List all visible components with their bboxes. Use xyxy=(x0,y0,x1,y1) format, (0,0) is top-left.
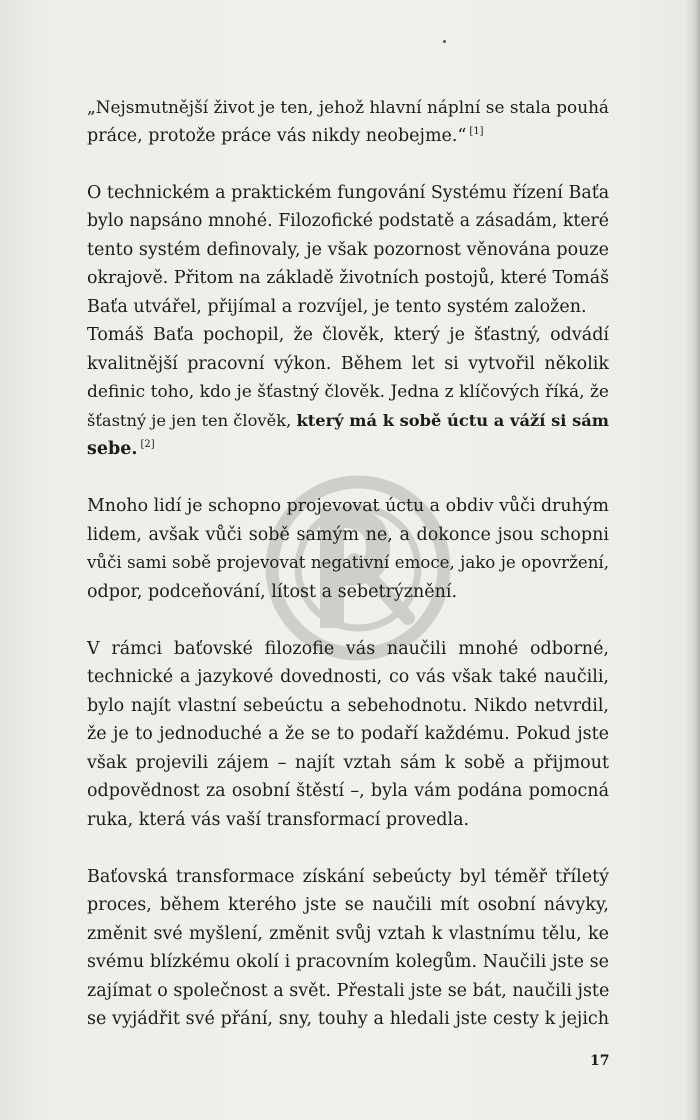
paragraph xyxy=(87,635,609,835)
text-line xyxy=(87,663,609,692)
text-run: ruka, která vás vaší transformací provedla. xyxy=(87,809,470,830)
text-run: O technickém a praktickém fungování Systému řízení Baťa xyxy=(87,182,610,203)
text-line xyxy=(87,435,609,464)
text-run: proces, během kterého jste se naučili mít osobní návyky, xyxy=(87,895,609,915)
text-line xyxy=(87,692,609,721)
text-line xyxy=(87,977,609,1006)
text-line xyxy=(87,492,609,521)
text-run: svému blízkému okolí i pracovním kolegům. Naučili jste se xyxy=(87,952,609,972)
text-run: okrajově. Přitom na základě životních postojů, které Tomáš xyxy=(87,268,610,288)
bold-text-run: který má k sobě úctu a váží si sám xyxy=(296,410,609,430)
text-run: odpor, podceňování, lítost a sebetrýznění. xyxy=(87,581,458,602)
text-line xyxy=(87,207,609,236)
footnote-ref: [2] xyxy=(140,439,155,451)
paragraph xyxy=(87,492,609,606)
text-run: bylo napsáno mnohé. Filozofické podstatě a zásadám, které xyxy=(87,211,609,231)
text-run: Tomáš Baťa pochopil, že člověk, který je šťastný, odvádí xyxy=(87,325,609,345)
text-line xyxy=(87,350,609,379)
text-line xyxy=(87,806,609,835)
text-run: bylo najít vlastní sebeúctu a sebehodnotu. Nikdo netvrdil, xyxy=(87,695,609,716)
paragraph xyxy=(87,863,609,1034)
text-run: šťastný je jen ten člověk, xyxy=(87,410,297,430)
text-line xyxy=(87,179,609,208)
text-run: práce, protože práce vás nikdy neobejme.“ xyxy=(87,125,467,146)
text-line xyxy=(87,749,609,778)
text-line xyxy=(87,321,609,350)
text-line xyxy=(87,549,609,578)
text-run: technické a jazykové dovednosti, co vás však také naučili, xyxy=(87,667,609,687)
paragraph xyxy=(87,179,609,464)
paragraph-quote xyxy=(87,93,609,150)
text-run: „Nejsmutnější život je ten, jehož hlavní náplní se stala pouhá xyxy=(87,97,609,117)
text-run: Baťa utvářel, přijímal a rozvíjel, je tento systém založen. xyxy=(87,296,587,317)
text-run: definic toho, kdo je šťastný člověk. Jedna z klíčových říká, že xyxy=(87,382,609,402)
bold-text-run: sebe. xyxy=(87,439,138,459)
text-line xyxy=(87,407,609,436)
text-run: tento systém definovaly, je však pozornost věnována pouze xyxy=(87,239,609,260)
text-line xyxy=(87,521,609,550)
text-line xyxy=(87,236,609,265)
text-line xyxy=(87,920,609,949)
footnote-ref: [1] xyxy=(469,125,484,137)
text-line xyxy=(87,578,609,607)
text-line xyxy=(87,777,609,806)
text-line xyxy=(87,93,609,122)
text-line xyxy=(87,378,609,407)
text-run: že je to jednoduché a že se to podaří každému. Pokud jste xyxy=(87,724,609,744)
text-line xyxy=(87,1005,609,1034)
text-line xyxy=(87,293,609,322)
text-line xyxy=(87,264,609,293)
text-line xyxy=(87,863,609,892)
page-edge-shadow xyxy=(686,0,700,1120)
page-number: 17 xyxy=(590,1053,610,1069)
text-run: však projevili zájem – najít vztah sám k sobě a přijmout xyxy=(87,752,609,773)
text-run: Baťovská transformace získání sebeúcty byl téměř tříletý xyxy=(87,866,609,887)
text-run: lidem, avšak vůči sobě samým ne, a dokonce jsou schopni xyxy=(87,524,609,545)
print-speck xyxy=(443,40,446,43)
text-run: změnit své myšlení, změnit svůj vztah k vlastnímu tělu, ke xyxy=(87,923,609,944)
text-run: odpovědnost za osobní štěstí –, byla vám podána pomocná xyxy=(87,781,609,801)
text-run: zajímat o společnost a svět. Přestali jste se bát, naučili jste xyxy=(87,980,610,1001)
text-line xyxy=(87,635,609,664)
text-run: vůči sami sobě projevovat negativní emoce, jako je opovržení, xyxy=(87,553,609,572)
text-line xyxy=(87,948,609,977)
text-run: se vyjádřit své přání, sny, touhy a hledali jste cesty k jejich xyxy=(87,1009,609,1029)
text-line xyxy=(87,720,609,749)
text-run: kvalitnější pracovní výkon. Během let si vytvořil několik xyxy=(87,353,609,374)
body-text xyxy=(87,93,609,1034)
text-line xyxy=(87,891,609,920)
text-run: Mnoho lidí je schopno projevovat úctu a obdiv vůči druhým xyxy=(87,496,609,516)
text-run: V rámci baťovské filozofie vás naučili mnohé odborné, xyxy=(87,638,609,659)
text-line xyxy=(87,122,609,151)
